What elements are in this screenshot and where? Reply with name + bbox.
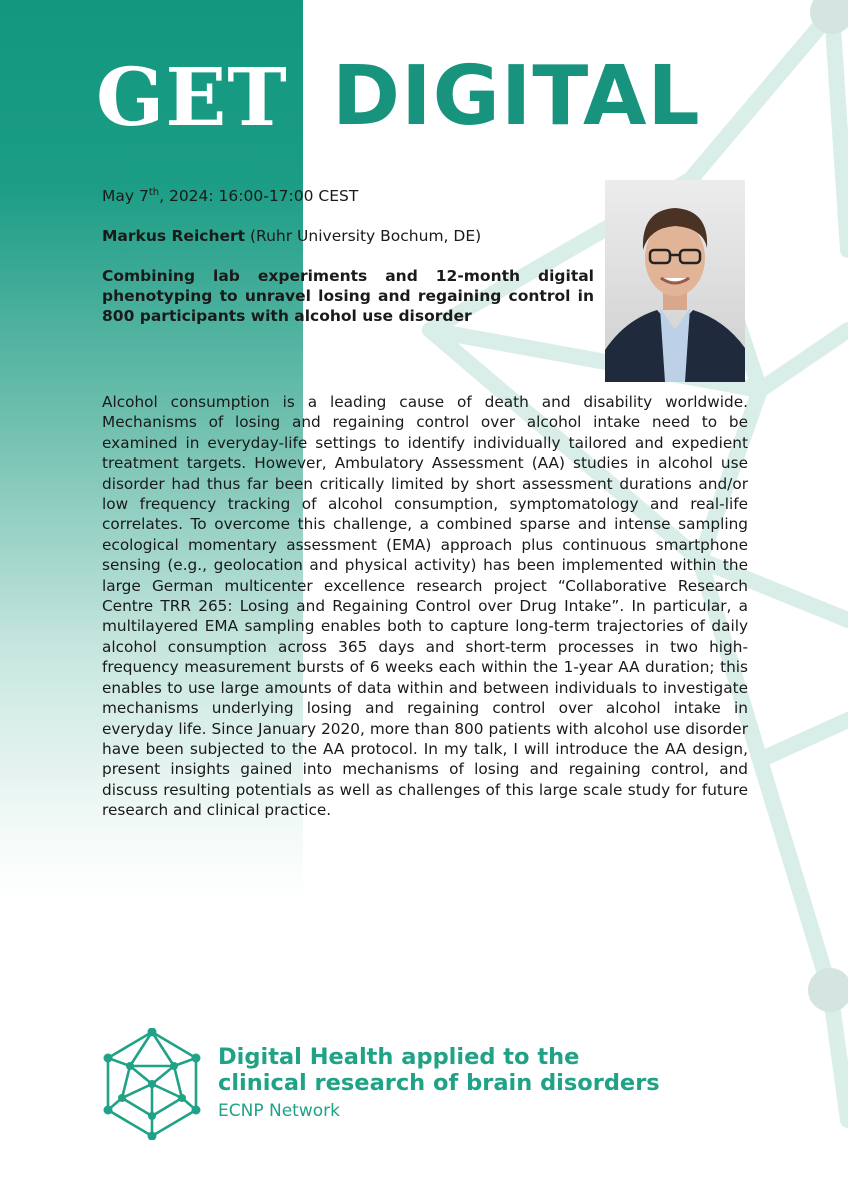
footer-tagline-line1: Digital Health applied to the [218,1044,580,1070]
abstract-text: Alcohol consumption is a leading cause of death and disability worldwide. Mechanisms of losing and regaining control over alcohol intake need to be examined in everyday-life settings to identify individually tailored and expedient treatment targets. However, Ambulatory Assessment (AA) studies in alcohol use disorder had thus far been critically limited by short assessment durations and/or low frequency tracking of alcohol consumption, symptomatology and real-life correlates. To overcome this challenge, a combined sparse and intense sampling ecological momentary assessment (EMA) approach plus continuous smartphone sensing (e.g., geolocation and physical activity) has been implemented within the large German multicenter excellence research project “Collaborative Research Centre TRR 265: Losing and Regaining Control over Drug Intake”. In particular, a multilayered EMA sampling enables both to capture long-term trajectories of daily alcohol consumption across 365 days and short-term processes in two high-frequency measurement bursts of 6 weeks each within the 1-year AA duration; this enables to use large amounts of data within and between individuals to investigate mechanisms underlying losing and regaining control over alcohol intake in everyday life. Since January 2020, more than 800 patients with alcohol use disorder have been subjected to the AA protocol. In my talk, I will introduce the AA design, present insights gained into mechanisms of losing and regaining control, and discuss resulting potentials as well as challenges of this large scale study for future research and clinical practice. [102,393,748,820]
title-digital: DIGITAL [332,49,701,144]
event-date [102,186,358,206]
speaker-name: Markus Reichert [102,227,246,245]
speaker-photo [605,180,745,382]
date-suffix: th [148,186,160,198]
speaker-affiliation: (Ruhr University Bochum, DE) [245,227,482,245]
geodesic-network-logo-icon [100,1028,204,1140]
speaker [102,226,481,246]
footer-network-name: ECNP Network [218,1101,340,1121]
footer-branding [100,1028,660,1148]
speaker-portrait-icon [605,180,745,382]
date-month-day: May 7 [102,187,149,205]
talk-title: Combining lab experiments and 12-month digital phenotyping to unravel losing and regaining control in 800 participants with alcohol use disorder [102,267,594,325]
title-get: GET [96,50,288,144]
date-time: , 2024: 16:00-17:00 CEST [159,187,359,205]
footer-tagline-line2: clinical research of brain disorders [218,1070,660,1096]
